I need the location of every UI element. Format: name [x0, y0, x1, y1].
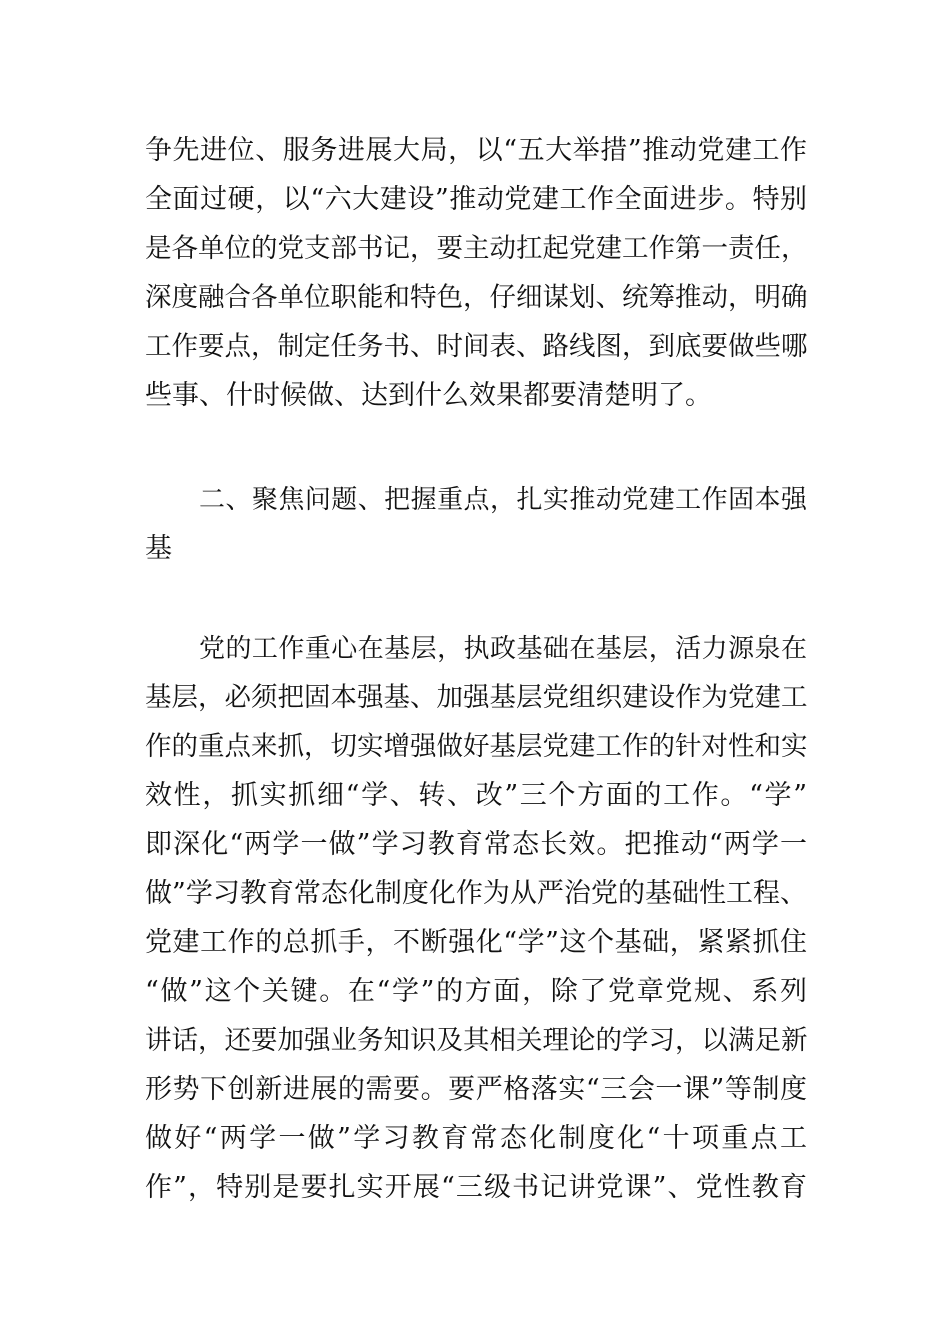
heading-line: 二、聚焦问题、把握重点，扎实推动党建工作固本强 [199, 485, 807, 515]
text-line: 是各单位的党支部书记，要主动扛起党建工作第一责任， [145, 233, 808, 264]
text-line: 形势下创新进展的需要。要严格落实“三会一课”等制度 [145, 1074, 807, 1105]
text-line: 做好“两学一做”学习教育常态化制度化“十项重点工 [145, 1123, 807, 1154]
text-line: 党的工作重心在基层，执政基础在基层，活力源泉在 [199, 634, 807, 664]
text-line: 作”，特别是要扎实开展“三级书记讲党课”、党性教育 [145, 1172, 807, 1203]
text-line: 争先进位、服务进展大局，以“五大举措”推动党建工作 [145, 135, 807, 166]
text-line: “做”这个关键。在“学”的方面，除了党章党规、系列 [145, 976, 807, 1007]
text-line: 基层，必须把固本强基、加强基层党组织建设作为党建工 [145, 682, 808, 713]
text-line: 工作要点，制定任务书、时间表、路线图，到底要做些哪 [145, 331, 808, 362]
text-line: 党建工作的总抓手，不断强化“学”这个基础，紧紧抓住 [145, 927, 807, 958]
text-line: 全面过硬，以“六大建设”推动党建工作全面进步。特别 [145, 184, 807, 215]
text-line: 深度融合各单位职能和特色，仔细谋划、统筹推动，明确 [145, 282, 808, 313]
text-line: 些事、什时候做、达到什么效果都要清楚明了。 [145, 380, 712, 411]
text-line: 讲话，还要加强业务知识及其相关理论的学习，以满足新 [145, 1025, 808, 1056]
text-line: 效性，抓实抓细“学、转、改”三个方面的工作。“学” [145, 780, 807, 811]
text-line: 做”学习教育常态化制度化作为从严治党的基础性工程、 [145, 878, 807, 909]
text-line: 作的重点来抓，切实增强做好基层党建工作的针对性和实 [145, 731, 808, 762]
text-line: 即深化“两学一做”学习教育常态长效。把推动“两学一 [145, 829, 807, 860]
heading-line: 基 [145, 533, 172, 564]
